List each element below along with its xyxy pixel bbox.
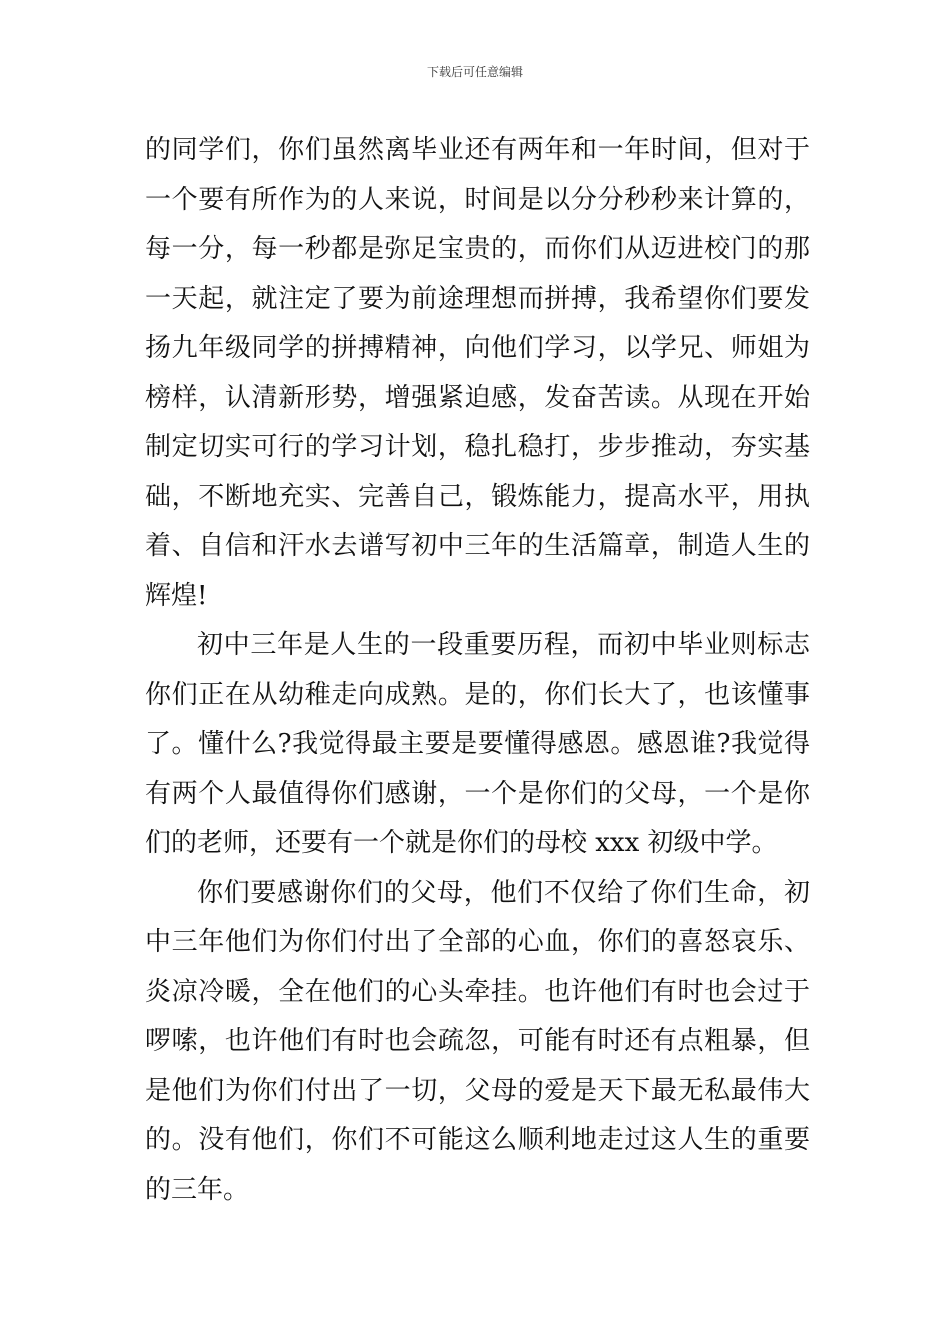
text-line: 的同学们，你们虽然离毕业还有两年和一年时间，但对于: [145, 135, 810, 165]
text-line: 们的老师，还要有一个就是你们的母校 xxx 初级中学。: [145, 828, 778, 858]
text-line: 的。没有他们，你们不可能这么顺利地走过这人生的重要: [145, 1125, 810, 1155]
paragraph-3: [145, 869, 810, 1216]
text-line: 制定切实可行的学习计划，稳扎稳打，步步推动，夯实基: [145, 432, 810, 462]
page-header: 下载后可任意编辑: [426, 65, 523, 79]
text-line: 你们正在从幼稚走向成熟。是的，你们长大了，也该懂事: [145, 679, 810, 710]
text-line: 每一分，每一秒都是弥足宝贵的，而你们从迈进校门的那: [145, 234, 810, 264]
text-line: 一天起，就注定了要为前途理想而拼搏，我希望你们要发: [145, 283, 810, 314]
text-line: 初中三年是人生的一段重要历程，而初中毕业则标志: [197, 630, 810, 660]
text-line: 榜样，认清新形势，增强紧迫感，发奋苦读。从现在开始: [145, 382, 810, 413]
text-line: 一个要有所作为的人来说，时间是以分分秒秒来计算的，: [145, 184, 810, 215]
text-line: 炎凉冷暖，全在他们的心头牵挂。也许他们有时也会过于: [145, 976, 810, 1007]
document-body: [145, 126, 810, 1215]
text-line: 的三年。: [145, 1174, 250, 1205]
text-line: 础，不断地充实、完善自己，锻炼能力，提高水平，用执: [145, 481, 810, 512]
paragraph-1: [145, 126, 810, 621]
text-line: 啰嗦，也许他们有时也会疏忽，可能有时还有点粗暴，但: [145, 1026, 810, 1056]
text-line: 有两个人最值得你们感谢，一个是你们的父母，一个是你: [145, 778, 810, 809]
text-line: 中三年他们为你们付出了全部的心血，你们的喜怒哀乐、: [145, 927, 810, 957]
text-line: 是他们为你们付出了一切，父母的爱是天下最无私最伟大: [145, 1075, 810, 1106]
paragraph-2: [145, 621, 810, 869]
text-line: 辉煌!: [145, 580, 208, 611]
text-line: 着、自信和汗水去谱写初中三年的生活篇章，制造人生的: [145, 531, 810, 561]
text-line: 扬九年级同学的拼搏精神，向他们学习，以学兄、师姐为: [145, 333, 810, 363]
text-line: 你们要感谢你们的父母，他们不仅给了你们生命，初: [197, 877, 810, 908]
text-line: 了。懂什么?我觉得最主要是要懂得感恩。感恩谁?我觉得: [145, 729, 810, 759]
